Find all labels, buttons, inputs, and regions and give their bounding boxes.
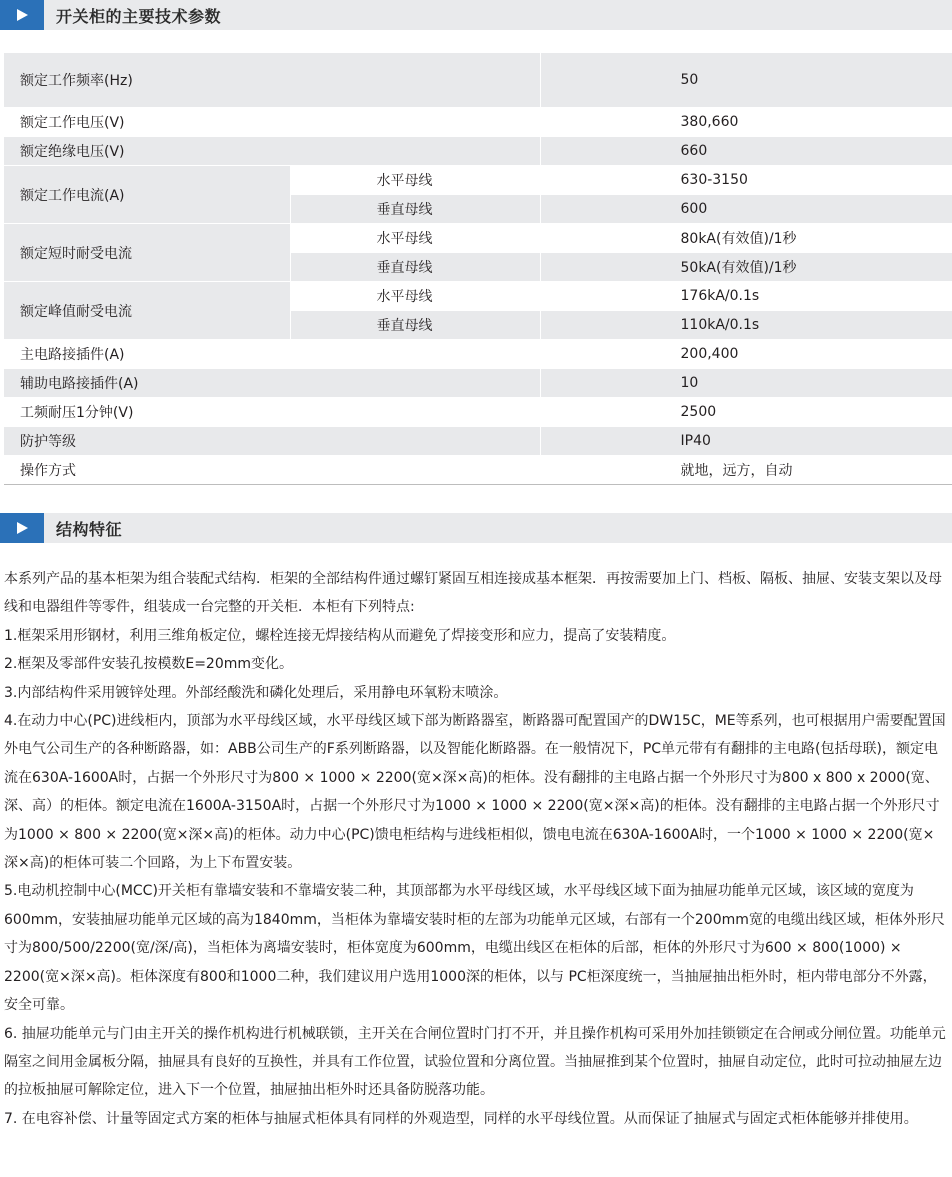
feature-item: 2.框架及零部件安装孔按模数E=20mm变化。 [4, 656, 294, 673]
param-label: 额定短时耐受电流 [4, 224, 290, 282]
param-value: 660 [540, 137, 952, 166]
param-sub-label: 垂直母线 [290, 311, 540, 340]
param-value: 200,400 [540, 340, 952, 369]
feature-item: 1.框架采用形钢材，利用三维角板定位，螺栓连接无焊接结构从而避免了焊接变形和应力，提高了安装精度。 [4, 627, 676, 644]
section-title: 结构特征 [56, 519, 123, 539]
param-label: 额定工作电压(V) [4, 108, 540, 137]
table-row [4, 398, 952, 427]
table-row [4, 282, 952, 311]
param-value: 110kA/0.1s [540, 311, 952, 340]
section-title: 开关柜的主要技术参数 [56, 6, 222, 26]
feature-item: 7. 在电容补偿、计量等固定式方案的柜体与抽屉式柜体具有同样的外观造型，同样的水平母线位置。从而保证了抽屉式与固定式柜体能够并排使用。 [4, 1110, 918, 1127]
param-value: 50 [540, 53, 952, 108]
param-label: 防护等级 [4, 427, 540, 456]
spec-table [4, 53, 952, 485]
table-row [4, 224, 952, 253]
param-value: 就地，远方，自动 [540, 456, 952, 485]
param-label: 操作方式 [4, 456, 540, 485]
param-value: 600 [540, 195, 952, 224]
param-value: 176kA/0.1s [540, 282, 952, 311]
param-sub-label: 水平母线 [290, 166, 540, 195]
section-header-specs [0, 0, 952, 30]
param-label: 主电路接插件(A) [4, 340, 540, 369]
table-row [4, 166, 952, 195]
play-arrow-icon [0, 0, 44, 30]
section-header-structure [0, 513, 952, 543]
intro-paragraph: 本系列产品的基本柜架为组合装配式结构．柜架的全部结构件通过螺钉紧固互相连接成基本框架．再按需要加上门、档板、隔板、抽屉、安装支架以及母线和电器组件等零件，组装成一台完整的开关柜．本柜有下列特点: [4, 571, 942, 616]
param-value: 80kA(有效值)/1秒 [540, 224, 952, 253]
table-row [4, 427, 952, 456]
table-row [4, 108, 952, 137]
param-sub-label: 水平母线 [290, 282, 540, 311]
feature-item: 3.内部结构件采用镀锌处理。外部经酸洗和磷化处理后，采用静电环氧粉末喷涂。 [4, 684, 508, 701]
param-label: 额定绝缘电压(V) [4, 137, 540, 166]
param-label: 额定峰值耐受电流 [4, 282, 290, 340]
param-value: IP40 [540, 427, 952, 456]
param-label: 额定工作电流(A) [4, 166, 290, 224]
param-sub-label: 垂直母线 [290, 195, 540, 224]
param-sub-label: 水平母线 [290, 224, 540, 253]
param-value: 380,660 [540, 108, 952, 137]
param-value: 10 [540, 369, 952, 398]
table-row [4, 137, 952, 166]
param-label: 辅助电路接插件(A) [4, 369, 540, 398]
table-row [4, 340, 952, 369]
param-value: 2500 [540, 398, 952, 427]
structure-description [4, 565, 948, 1133]
feature-item: 4.在动力中心(PC)进线柜内，顶部为水平母线区域，水平母线区域下部为断路器室，断路器可配置国产的DW15C，ME等系列，也可根据用户需要配置国外电气公司生产的各种断路器，如：ABB公司生产的F系列断路器，以及智能化断路器。在一般情况下，PC单元带有有翻排的主电路(包括母联)，额定电流在630A-1600A时，占据一个外形尺寸为800 × 1000 × 2200(宽×深×高)的柜体。没有翻排的主电路占据一个外形尺寸为800 x 800 x 2000(宽、深、高）的柜体。额定电流在1600A-3150A时，占据一个外形尺寸为1000 × 1000 × 2200(宽×深×高)的柜体。没有翻排的主电路占据一个外形尺寸为1000 × 800 × 2200(宽×深×高)的柜体。动力中心(PC)馈电柜结构与进线柜相似，馈电电流在630A-1600A时，一个1000 × 1000 × 2200(宽×深×高)的柜体可装二个回路，为上下布置安装。 [4, 713, 946, 872]
param-label: 额定工作频率(Hz) [4, 53, 540, 108]
param-sub-label: 垂直母线 [290, 253, 540, 282]
table-row [4, 456, 952, 485]
feature-item: 5.电动机控制中心(MCC)开关柜有靠墙安装和不靠墙安装二种，其顶部都为水平母线区域，水平母线区域下面为抽屉功能单元区域，该区域的宽度为600mm，安装抽屉功能单元区域的高为1840mm，当柜体为靠墙安装时柜的左部为功能单元区域，右部有一个200mm宽的电缆出线区域，柜体外形尺寸为800/500/2200(宽/深/高)，当柜体为离墙安装时，柜体宽度为600mm，电缆出线区在柜体的后部，柜体的外形尺寸为600 × 800(1000) × 2200(宽×深×高)。柜体深度有800和1000二种，我们建议用户选用1000深的柜体，以与 PC柜深度统一，当抽屉抽出柜外时，柜内带电部分不外露，安全可靠。 [4, 883, 945, 1014]
param-value: 630-3150 [540, 166, 952, 195]
table-row [4, 53, 952, 108]
feature-item: 6. 抽屉功能单元与门由主开关的操作机构进行机械联锁，主开关在合闸位置时门打不开，并且操作机构可采用外加挂锁锁定在合闸或分闸位置。功能单元隔室之间用金属板分隔，抽屉具有良好的互换性，并具有工作位置，试验位置和分离位置。当抽屉推到某个位置时，抽屉自动定位，此时可拉动抽屉左边的拉板抽屉可解除定位，进入下一个位置，抽屉抽出柜外时还具备防脱落功能。 [4, 1025, 946, 1099]
param-label: 工频耐压1分钟(V) [4, 398, 540, 427]
play-arrow-icon [0, 513, 44, 543]
table-row [4, 369, 952, 398]
param-value: 50kA(有效值)/1秒 [540, 253, 952, 282]
